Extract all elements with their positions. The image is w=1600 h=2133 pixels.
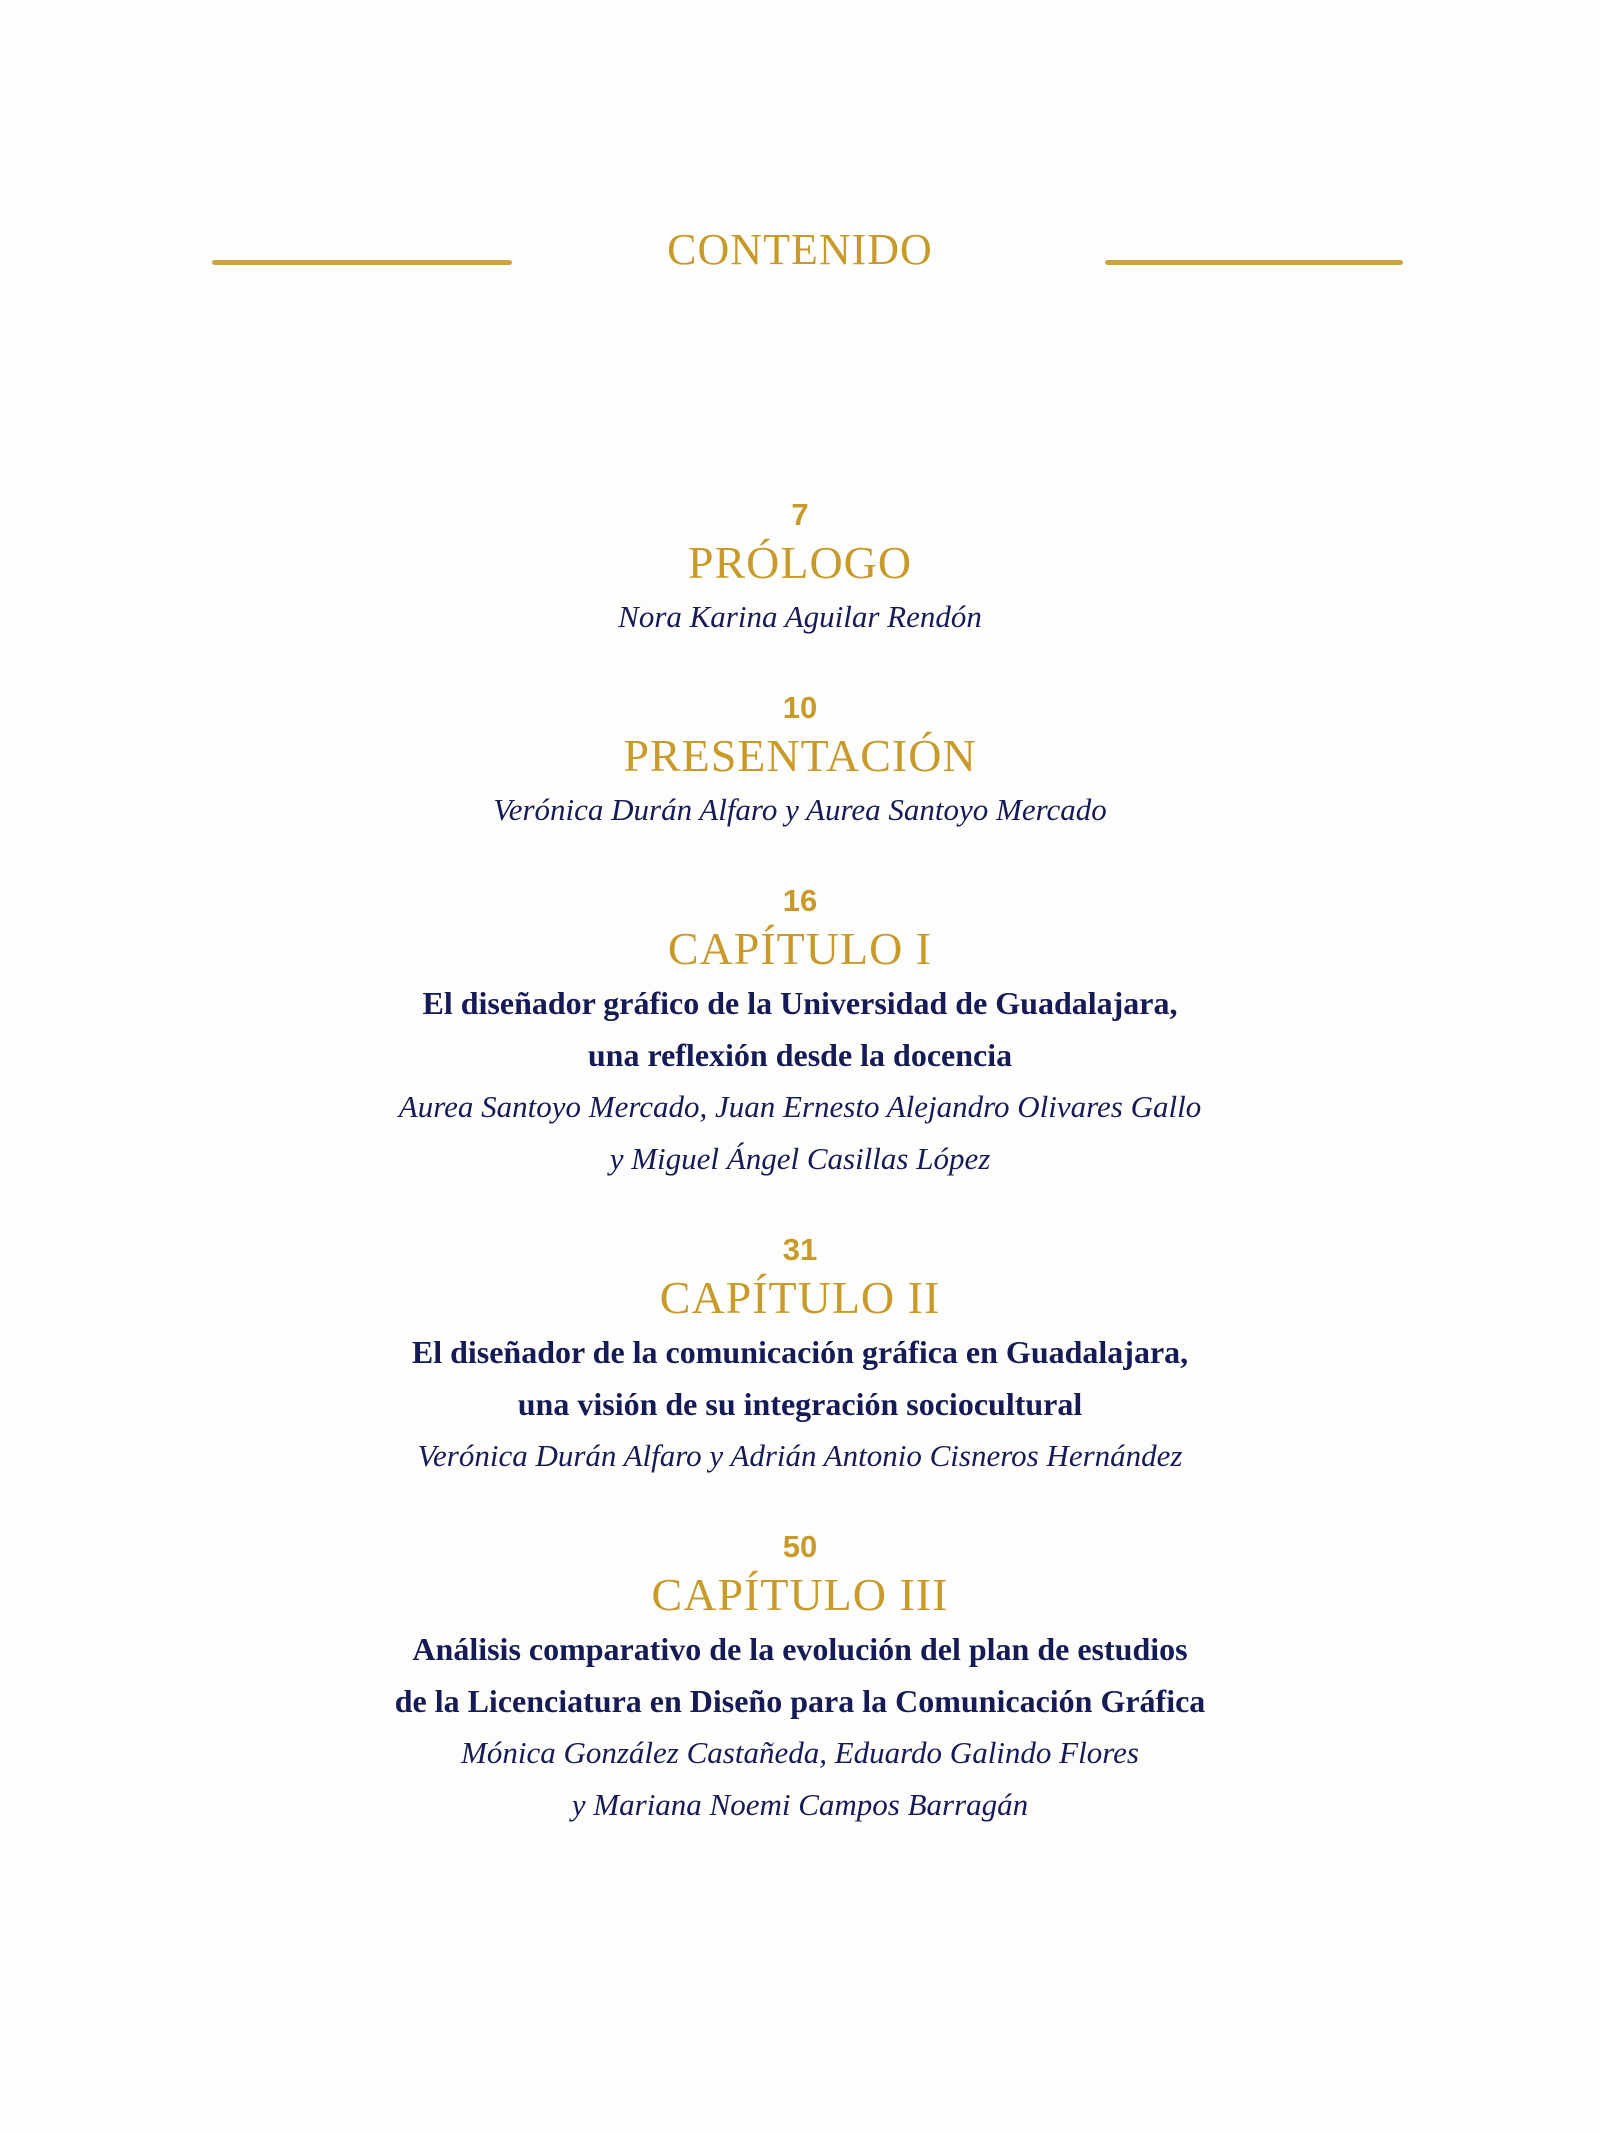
author-line: Mónica González Castañeda, Eduardo Galindo Flores [461, 1735, 1139, 1770]
page-number: 31 [782, 1232, 818, 1267]
section-title: CAPÍTULO II [659, 1272, 941, 1323]
page-header [0, 220, 1600, 280]
page-number: 10 [782, 690, 818, 725]
author-line: Nora Karina Aguilar Rendón [618, 599, 982, 634]
chapter-title-line: Análisis comparativo de la evolución del plan de estudios [412, 1631, 1188, 1667]
section-title: CAPÍTULO III [651, 1569, 949, 1620]
section-title: CAPÍTULO I [667, 923, 933, 974]
page-number: 16 [782, 883, 818, 918]
page-title: CONTENIDO [667, 225, 933, 274]
author-line: Verónica Durán Alfaro y Aurea Santoyo Mercado [493, 792, 1107, 827]
section-title: PRÓLOGO [687, 537, 913, 588]
chapter-title-line: una reflexión desde la docencia [587, 1037, 1013, 1073]
author-line: Aurea Santoyo Mercado, Juan Ernesto Alejandro Olivares Gallo [398, 1089, 1202, 1124]
toc-entry-prologo [0, 495, 1600, 643]
table-of-contents [0, 495, 1600, 1876]
chapter-title-line: una visión de su integración sociocultural [517, 1386, 1083, 1422]
author-line: Verónica Durán Alfaro y Adrián Antonio Cisneros Hernández [417, 1438, 1183, 1473]
author-line: y Miguel Ángel Casillas López [609, 1141, 991, 1176]
page-number: 50 [782, 1529, 818, 1564]
toc-entry-capitulo-1 [0, 881, 1600, 1185]
page-number: 7 [791, 497, 809, 532]
section-title: PRESENTACIÓN [623, 730, 977, 781]
toc-entry-presentacion [0, 688, 1600, 836]
toc-entry-capitulo-2 [0, 1230, 1600, 1482]
header-rule-right [1105, 260, 1403, 265]
author-line: y Mariana Noemi Campos Barragán [571, 1787, 1029, 1822]
chapter-title-line: de la Licenciatura en Diseño para la Comunicación Gráfica [394, 1683, 1206, 1719]
toc-entry-capitulo-3 [0, 1527, 1600, 1831]
chapter-title-line: El diseñador de la comunicación gráfica en Guadalajara, [411, 1334, 1189, 1370]
chapter-title-line: El diseñador gráfico de la Universidad de Guadalajara, [422, 985, 1178, 1021]
